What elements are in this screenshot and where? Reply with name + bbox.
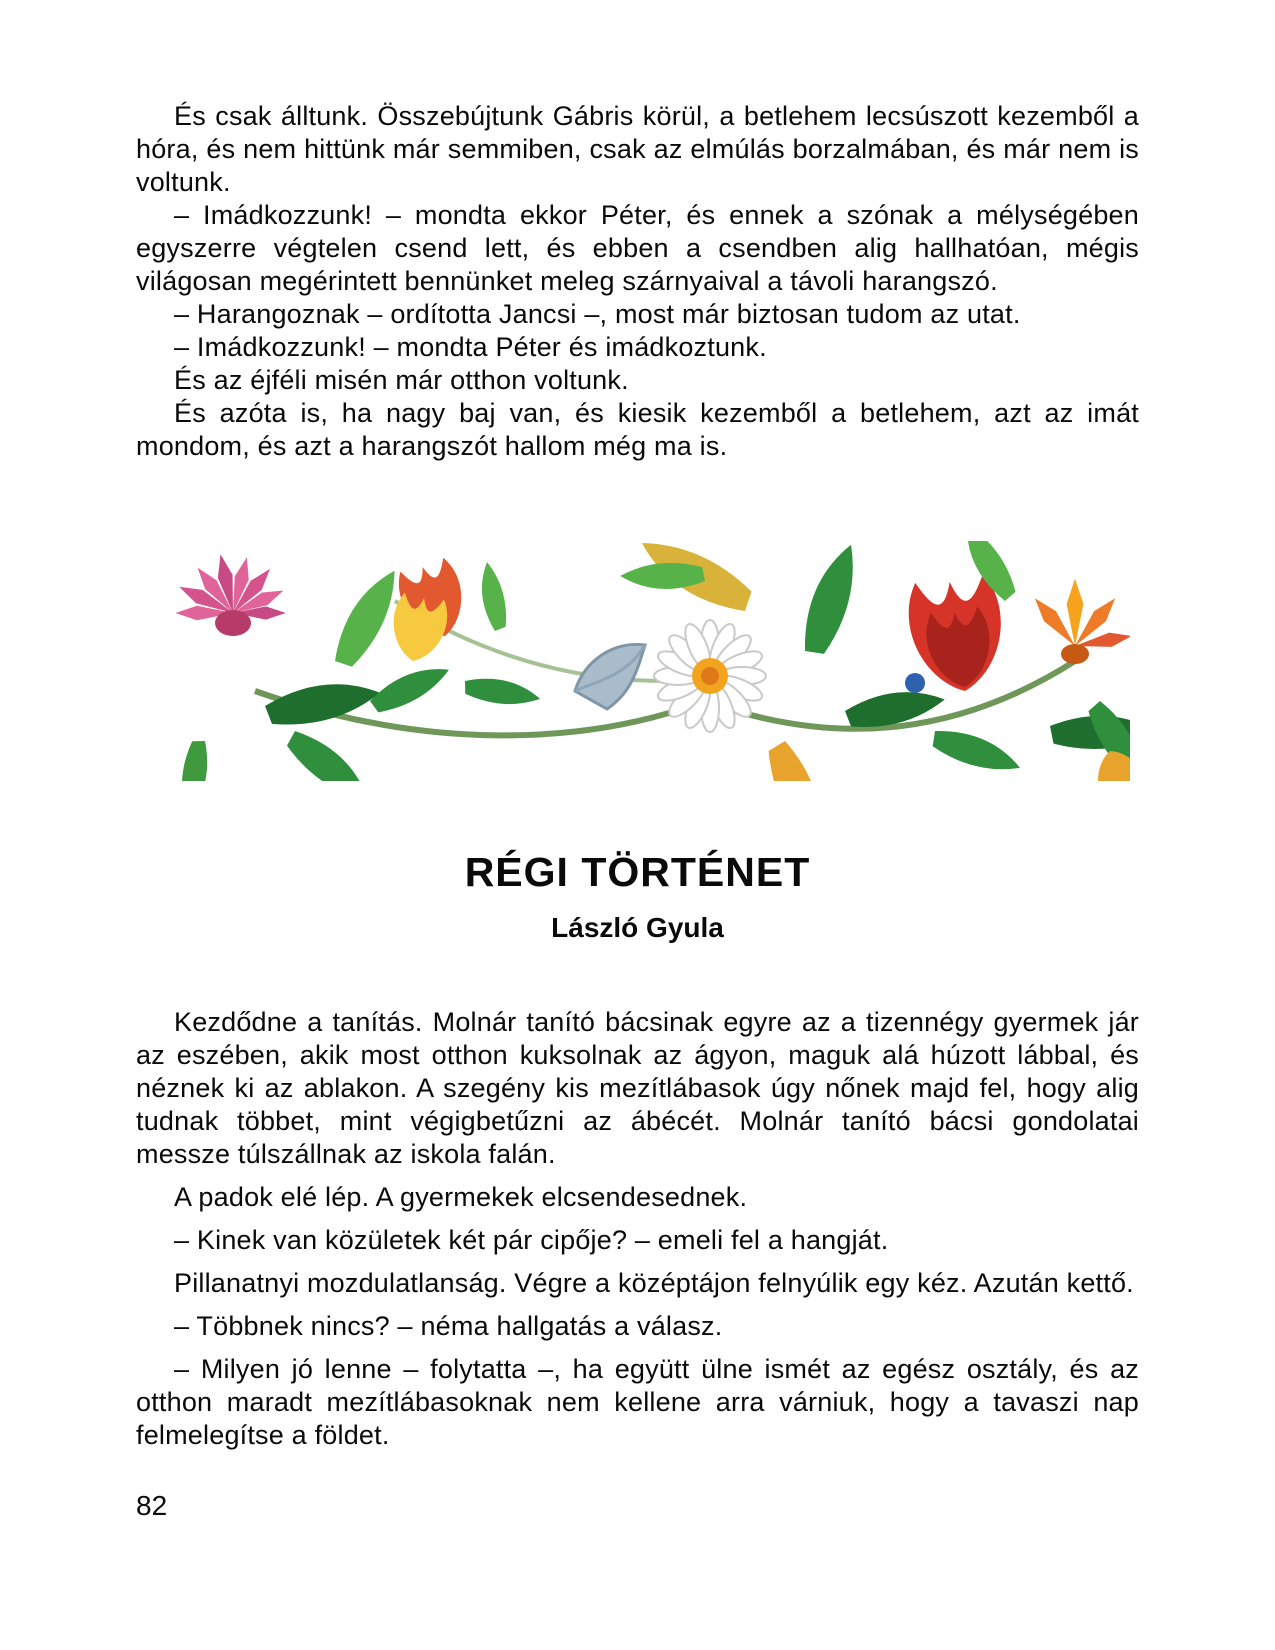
floral-ornament-svg bbox=[145, 541, 1130, 781]
paragraph: – Imádkozzunk! – mondta Péter és imádkoztunk. bbox=[174, 332, 767, 362]
paragraph: – Imádkozzunk! – mondta ekkor Péter, és ennek a szónak a mélységében egyszerre végtelen csend lett, és ebben a csendben alig hallhatóan, mégis világosan megérintett bennünket meleg szárnyaival a távoli harangszó. bbox=[136, 200, 1139, 296]
intro-text-block bbox=[136, 100, 1139, 463]
paragraph: Kezdődne a tanítás. Molnár tanító bácsinak egyre az a tizennégy gyermek jár az eszében, akik most otthon kuksolnak az ágyon, maguk alá húzott lábbal, és néznek ki az ablakon. A szegény kis mezítlábasok úgy nőnek majd fel, hogy alig tudnak többet, mint végigbetűzni az ábécét. Molnár tanító bácsi gondolatai messze túlszállnak az iskola falán. bbox=[136, 1007, 1139, 1169]
paragraph: – Milyen jó lenne – folytatta –, ha együtt ülne ismét az egész osztály, és az otthon maradt mezítlábasoknak nem kellene arra várniuk, hogy a tavaszi nap felmelegítse a földet. bbox=[136, 1354, 1139, 1450]
paragraph: És az éjféli misén már otthon voltunk. bbox=[174, 365, 629, 395]
page-number: 82 bbox=[136, 1490, 168, 1521]
paragraph: És csak álltunk. Összebújtunk Gábris körül, a betlehem lecsúszott kezemből a hóra, és nem hittünk már semmiben, csak az elmúlás borzalmában, és már nem is voltunk. bbox=[136, 101, 1139, 197]
story-title: RÉGI TÖRTÉNET bbox=[464, 849, 811, 895]
paragraph: És azóta is, ha nagy baj van, és kiesik kezemből a betlehem, azt az imát mondom, és azt a harangszót hallom még ma is. bbox=[136, 398, 1139, 461]
floral-ornament-illustration bbox=[145, 541, 1130, 781]
story-author: László Gyula bbox=[551, 912, 724, 943]
paragraph: – Harangoznak – ordította Jancsi –, most már biztosan tudom az utat. bbox=[174, 299, 1021, 329]
paragraph: Pillanatnyi mozdulatlanság. Végre a középtájon felnyúlik egy kéz. Azután kettő. bbox=[174, 1268, 1134, 1298]
story-text-block bbox=[136, 1006, 1139, 1452]
paragraph: – Többnek nincs? – néma hallgatás a válasz. bbox=[174, 1311, 723, 1341]
paragraph: – Kinek van közületek két pár cipője? – emeli fel a hangját. bbox=[174, 1225, 889, 1255]
paragraph: A padok elé lép. A gyermekek elcsendesednek. bbox=[174, 1182, 748, 1212]
